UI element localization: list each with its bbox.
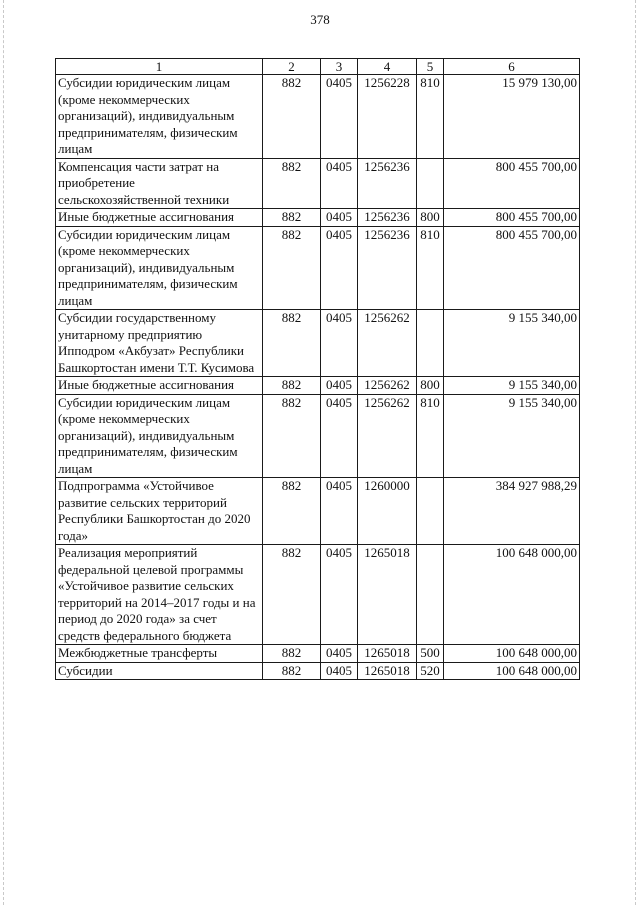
- item-name: Субсидии юридическим лицам (кроме некоммерческих организаций), индивидуальным предпринимателям, физическим лицам: [56, 226, 263, 310]
- ministry-code: 882: [263, 545, 321, 645]
- amount: 800 455 700,00: [444, 226, 580, 310]
- amount: 9 155 340,00: [444, 377, 580, 395]
- column-header: 4: [358, 59, 417, 75]
- item-name: Межбюджетные трансферты: [56, 645, 263, 663]
- ministry-code: 882: [263, 75, 321, 159]
- ministry-code: 882: [263, 478, 321, 545]
- table-row: [56, 209, 580, 227]
- item-name: Субсидии юридическим лицам (кроме некоммерческих организаций), индивидуальным предпринимателям, физическим лицам: [56, 75, 263, 159]
- amount: 15 979 130,00: [444, 75, 580, 159]
- target-code: 1260000: [358, 478, 417, 545]
- table-row: [56, 75, 580, 159]
- ministry-code: 882: [263, 662, 321, 680]
- item-name: Субсидии юридическим лицам (кроме некоммерческих организаций), индивидуальным предпринимателям, физическим лицам: [56, 394, 263, 478]
- expense-type: 800: [417, 377, 444, 395]
- amount: 100 648 000,00: [444, 645, 580, 663]
- section-code: 0405: [321, 226, 358, 310]
- header-row: [56, 59, 580, 75]
- target-code: 1256236: [358, 226, 417, 310]
- section-code: 0405: [321, 394, 358, 478]
- expense-type: [417, 158, 444, 209]
- section-code: 0405: [321, 478, 358, 545]
- expense-type: 810: [417, 394, 444, 478]
- ministry-code: 882: [263, 226, 321, 310]
- table-row: [56, 377, 580, 395]
- column-header: 5: [417, 59, 444, 75]
- expense-type: 500: [417, 645, 444, 663]
- section-code: 0405: [321, 75, 358, 159]
- ministry-code: 882: [263, 158, 321, 209]
- item-name: Компенсация части затрат на приобретение сельскохозяйственной техники: [56, 158, 263, 209]
- table-row: [56, 645, 580, 663]
- table-row: [56, 226, 580, 310]
- section-code: 0405: [321, 209, 358, 227]
- column-header: 3: [321, 59, 358, 75]
- item-name: Подпрограмма «Устойчивое развитие сельских территорий Республики Башкортостан до 2020 года»: [56, 478, 263, 545]
- table-row: [56, 478, 580, 545]
- scan-edge-right: [635, 0, 637, 905]
- amount: 9 155 340,00: [444, 310, 580, 377]
- target-code: 1256262: [358, 394, 417, 478]
- amount: 384 927 988,29: [444, 478, 580, 545]
- column-header: 6: [444, 59, 580, 75]
- item-name: Реализация мероприятий федеральной целевой программы «Устойчивое развитие сельских территорий на 2014–2017 годы и на период до 2020 года» за счет средств федерального бюджета: [56, 545, 263, 645]
- item-name: Субсидии: [56, 662, 263, 680]
- table-row: [56, 662, 580, 680]
- section-code: 0405: [321, 645, 358, 663]
- budget-table: [55, 58, 580, 680]
- target-code: 1265018: [358, 645, 417, 663]
- target-code: 1256228: [358, 75, 417, 159]
- column-header: 1: [56, 59, 263, 75]
- section-code: 0405: [321, 310, 358, 377]
- table-row: [56, 394, 580, 478]
- table-row: [56, 310, 580, 377]
- amount: 9 155 340,00: [444, 394, 580, 478]
- table-row: [56, 158, 580, 209]
- section-code: 0405: [321, 158, 358, 209]
- target-code: 1256236: [358, 158, 417, 209]
- amount: 100 648 000,00: [444, 545, 580, 645]
- ministry-code: 882: [263, 209, 321, 227]
- amount: 800 455 700,00: [444, 158, 580, 209]
- ministry-code: 882: [263, 310, 321, 377]
- item-name: Иные бюджетные ассигнования: [56, 209, 263, 227]
- ministry-code: 882: [263, 377, 321, 395]
- target-code: 1256262: [358, 310, 417, 377]
- table-row: [56, 545, 580, 645]
- ministry-code: 882: [263, 645, 321, 663]
- section-code: 0405: [321, 545, 358, 645]
- expense-type: 520: [417, 662, 444, 680]
- column-header: 2: [263, 59, 321, 75]
- item-name: Субсидии государственному унитарному предприятию Ипподром «Акбузат» Республики Башкортостан имени Т.Т. Кусимова: [56, 310, 263, 377]
- target-code: 1256262: [358, 377, 417, 395]
- expense-type: [417, 310, 444, 377]
- page-number: 378: [310, 12, 330, 27]
- expense-type: 810: [417, 75, 444, 159]
- target-code: 1265018: [358, 662, 417, 680]
- ministry-code: 882: [263, 394, 321, 478]
- expense-type: [417, 478, 444, 545]
- scan-edge-left: [3, 0, 5, 905]
- target-code: 1256236: [358, 209, 417, 227]
- expense-type: 810: [417, 226, 444, 310]
- expense-type: 800: [417, 209, 444, 227]
- target-code: 1265018: [358, 545, 417, 645]
- amount: 800 455 700,00: [444, 209, 580, 227]
- item-name: Иные бюджетные ассигнования: [56, 377, 263, 395]
- amount: 100 648 000,00: [444, 662, 580, 680]
- expense-type: [417, 545, 444, 645]
- section-code: 0405: [321, 662, 358, 680]
- section-code: 0405: [321, 377, 358, 395]
